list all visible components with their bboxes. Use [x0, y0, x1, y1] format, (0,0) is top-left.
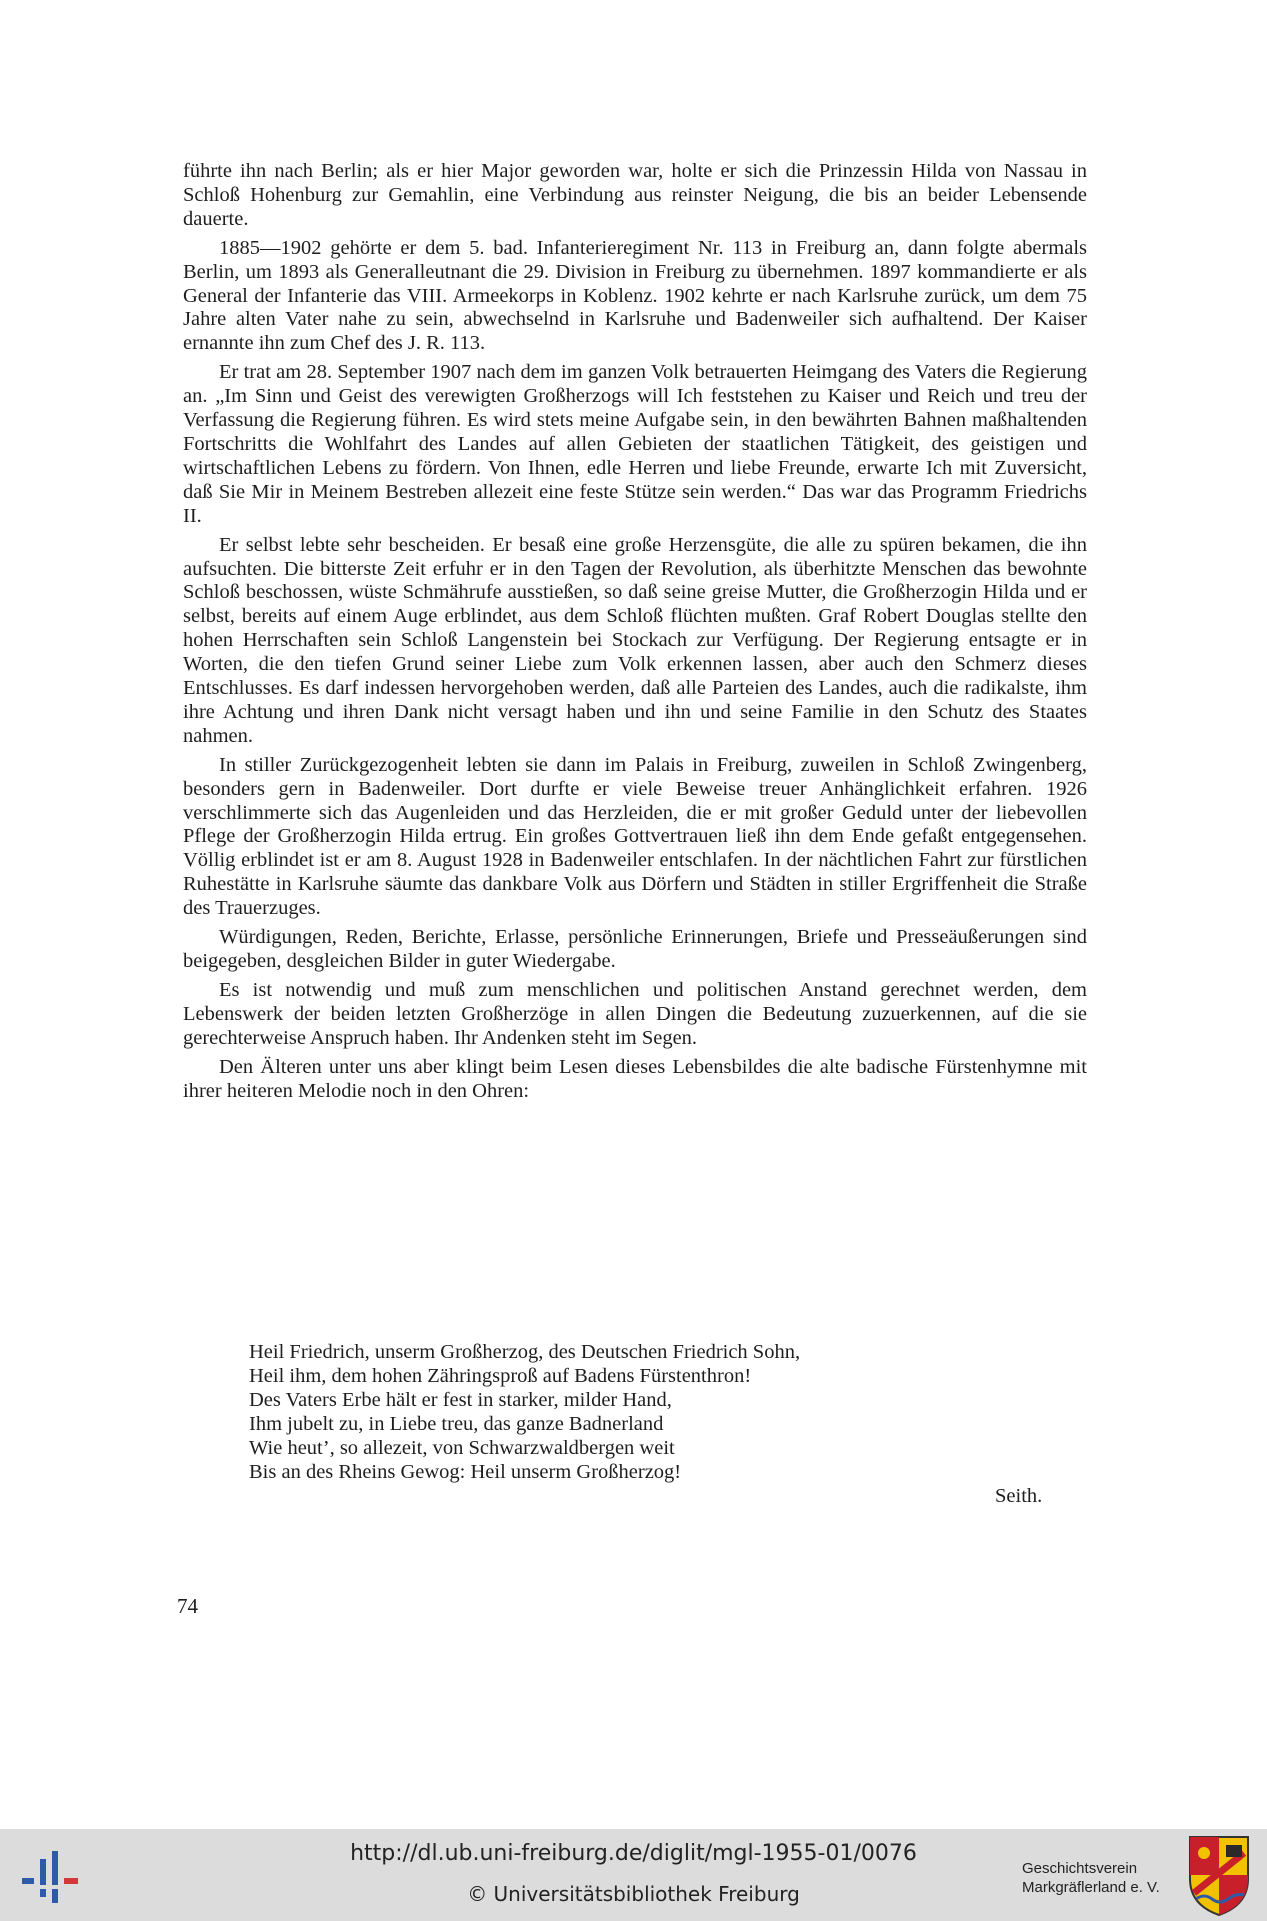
copyright-notice: © Universitätsbibliothek Freiburg — [467, 1882, 800, 1906]
society-name-line: Markgräflerland e. V. — [1022, 1879, 1160, 1896]
paragraph: Er selbst lebte sehr bescheiden. Er besaß eine große Herzensgüte, die alle zu spüren bekamen, die ihn aufsuchten. Die bitterste Zeit erfuhr er in den Tagen der Revolution, als überhitzte Menschen das bewohnte Schloß beschossen, wüste Schmährufe ausstießen, so daß seine greise Mutter, die Großherzogin Hilda und er selbst, bereits auf einem Auge erblindet, aus dem Schloß flüchten mußten. Graf Robert Douglas stellte den hohen Herrschaften sein Schloß Langenstein bei Stockach zur Verfügung. Der Regierung entsagte er in Worten, die den tiefen Grund seiner Liebe zum Volk erkennen lassen, aber auch den Schmerz dieses Entschlusses. Es darf indessen hervorgehoben werden, daß alle Parteien des Landes, auch die radikalste, ihm ihre Achtung und ihren Dank nicht versagt haben und ihn und seine Familie in den Schutz des Staates nahmen. — [183, 533, 1087, 747]
paragraph: Es ist notwendig und muß zum menschlichen und politischen Anstand gerechnet werden, dem Lebenswerk der beiden letzten Großherzöge in allen Dingen die Bedeutung zuzuerkennen, auf die sie gerechterweise Anspruch haben. Ihr Andenken steht im Segen. — [183, 978, 1087, 1049]
author-signature: Seith. — [995, 1485, 1043, 1507]
coat-of-arms-icon — [1186, 1833, 1252, 1917]
poem-line: Wie heut’, so allezeit, von Schwarzwaldbergen weit — [249, 1436, 675, 1459]
footer-bar — [0, 1829, 1267, 1921]
poem-line: Ihm jubelt zu, in Liebe treu, das ganze Badnerland — [249, 1412, 664, 1435]
paragraph: In stiller Zurückgezogenheit lebten sie dann im Palais in Freiburg, zuweilen in Schloß Zwingenberg, besonders gern in Badenweiler. Dort durfte er viele Beweise treuer Anhänglichkeit erfahren. 1926 verschlimmerte sich das Augenleiden und das Herzleiden, die er mit großer Geduld unter der liebevollen Pflege der Großherzogin Hilda ertrug. Ein großes Gottvertrauen ließ ihn dem Ende gefaßt entgegensehen. Völlig erblindet ist er am 8. August 1928 in Badenweiler entschlafen. In der nächtlichen Fahrt zur fürstlichen Ruhestätte in Karlsruhe säumte das dankbare Volk aus Dörfern und Städten in stiller Ergriffenheit die Straße des Trauerzuges. — [183, 753, 1087, 920]
paragraph: führte ihn nach Berlin; als er hier Major geworden war, holte er sich die Prinzessin Hilda von Nassau in Schloß Hohenburg zur Gemahlin, eine Verbindung aus reinster Neigung, die bis an beider Lebensende dauerte. — [183, 160, 1087, 230]
society-name-line: Geschichtsverein — [1022, 1860, 1138, 1877]
poem-line: Des Vaters Erbe hält er fest in starker, milder Hand, — [249, 1388, 672, 1411]
article-body — [183, 160, 1087, 1108]
poem-line: Heil ihm, dem hohen Zähringsproß auf Badens Fürstenthron! — [249, 1364, 752, 1387]
hymn-verse — [249, 1341, 1049, 1484]
society-name — [1022, 1859, 1182, 1897]
paragraph: 1885—1902 gehörte er dem 5. bad. Infanterieregiment Nr. 113 in Freiburg an, dann folgte abermals Berlin, um 1893 als Generalleutnant die 29. Division in Freiburg zu übernehmen. 1897 kommandierte er als General der Infanterie das VIII. Armeekorps in Koblenz. 1902 kehrte er nach Karlsruhe zurück, um dem 75 Jahre alten Vater nahe zu sein, abwechselnd in Karlsruhe und Badenweiler sich aufhaltend. Der Kaiser ernannte ihn zum Chef des J. R. 113. — [183, 236, 1087, 355]
poem-line: Bis an des Rheins Gewog: Heil unserm Großherzog! — [249, 1460, 682, 1483]
page-number: 74 — [177, 1594, 198, 1618]
poem-line: Heil Friedrich, unserm Großherzog, des Deutschen Friedrich Sohn, — [249, 1341, 801, 1363]
document-url-link[interactable]: http://dl.ub.uni-freiburg.de/diglit/mgl-1955-01/0076 — [350, 1841, 917, 1866]
paragraph: Würdigungen, Reden, Berichte, Erlasse, persönliche Erinnerungen, Briefe und Presseäußerungen sind beigegeben, desgleichen Bilder in guter Wiedergabe. — [183, 926, 1087, 972]
paragraph: Er trat am 28. September 1907 nach dem im ganzen Volk betrauerten Heimgang des Vaters die Regierung an. „Im Sinn und Geist des verewigten Großherzogs will Ich feststehen zu Kaiser und Reich und treu der Verfassung die Regierung führen. Es wird stets meine Aufgabe sein, in den bewährten Bahnen maßhaltenden Fortschritts die Wohlfahrt des Landes auf allen Gebieten der staatlichen Tätigkeit, des geistigen und wirtschaftlichen Lebens zu fördern. Von Ihnen, edle Herren und liebe Freunde, erwarte Ich mit Zuversicht, daß Sie Mir in Meinem Bestreben allezeit eine feste Stütze sein werden.“ Das war das Programm Friedrichs II. — [183, 361, 1087, 527]
paragraph: Den Älteren unter uns aber klingt beim Lesen dieses Lebensbildes die alte badische Fürstenhymne mit ihrer heiteren Melodie noch in den Ohren: — [183, 1055, 1087, 1102]
